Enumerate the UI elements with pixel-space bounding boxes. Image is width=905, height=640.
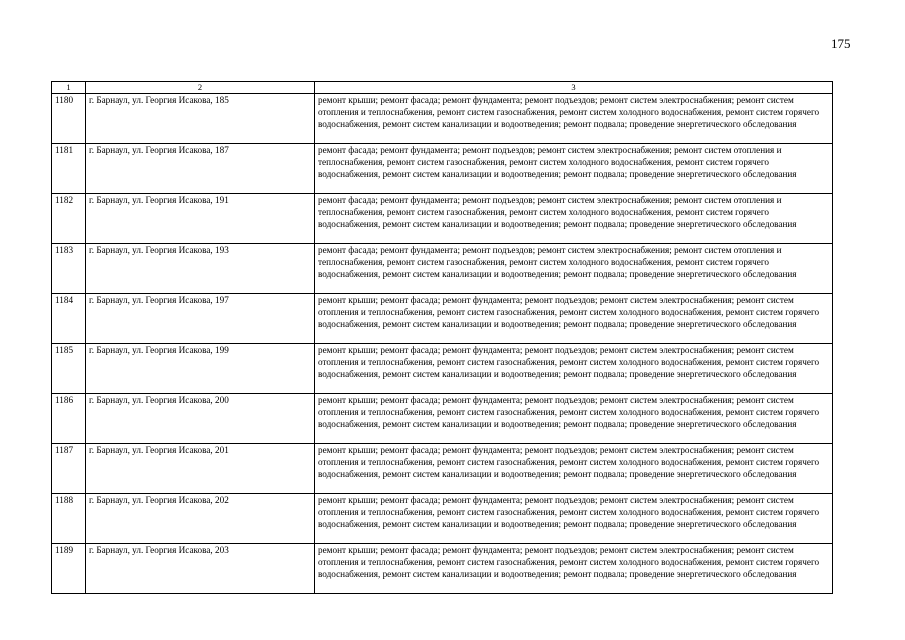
row-address: г. Барнаул, ул. Георгия Исакова, 191	[86, 194, 315, 244]
row-number: 1187	[52, 444, 86, 494]
row-number: 1186	[52, 394, 86, 444]
table-row	[52, 194, 833, 244]
header-col-1: 1	[52, 82, 86, 94]
row-address: г. Барнаул, ул. Георгия Исакова, 202	[86, 494, 315, 544]
row-number: 1184	[52, 294, 86, 344]
row-number: 1181	[52, 144, 86, 194]
row-works: ремонт крыши; ремонт фасада; ремонт фундамента; ремонт подъездов; ремонт систем электроснабжения; ремонт систем отопления и теплоснабжения, ремонт систем газоснабжения, ремонт систем холодного водоснабжения, ремонт систем горячего водоснабжения, ремонт систем канализации и водоотведения; ремонт подвала; проведение энергетического обследования	[315, 344, 833, 394]
header-col-3: 3	[315, 82, 833, 94]
table-row	[52, 144, 833, 194]
row-works: ремонт крыши; ремонт фасада; ремонт фундамента; ремонт подъездов; ремонт систем электроснабжения; ремонт систем отопления и теплоснабжения, ремонт систем газоснабжения, ремонт систем холодного водоснабжения, ремонт систем горячего водоснабжения, ремонт систем канализации и водоотведения; ремонт подвала; проведение энергетического обследования	[315, 294, 833, 344]
row-address: г. Барнаул, ул. Георгия Исакова, 199	[86, 344, 315, 394]
page-number: 175	[831, 36, 851, 51]
table-row	[52, 444, 833, 494]
row-address: г. Барнаул, ул. Георгия Исакова, 187	[86, 144, 315, 194]
header-row	[52, 82, 833, 94]
table-row	[52, 294, 833, 344]
table-row	[52, 544, 833, 594]
table-row	[52, 394, 833, 444]
row-works: ремонт крыши; ремонт фасада; ремонт фундамента; ремонт подъездов; ремонт систем электроснабжения; ремонт систем отопления и теплоснабжения, ремонт систем газоснабжения, ремонт систем холодного водоснабжения, ремонт систем горячего водоснабжения, ремонт систем канализации и водоотведения; ремонт подвала; проведение энергетического обследования	[315, 494, 833, 544]
row-works: ремонт крыши; ремонт фасада; ремонт фундамента; ремонт подъездов; ремонт систем электроснабжения; ремонт систем отопления и теплоснабжения, ремонт систем газоснабжения, ремонт систем холодного водоснабжения, ремонт систем горячего водоснабжения, ремонт систем канализации и водоотведения; ремонт подвала; проведение энергетического обследования	[315, 394, 833, 444]
row-works: ремонт фасада; ремонт фундамента; ремонт подъездов; ремонт систем электроснабжения; ремонт систем отопления и теплоснабжения, ремонт систем газоснабжения, ремонт систем холодного водоснабжения, ремонт систем горячего водоснабжения, ремонт систем канализации и водоотведения; ремонт подвала; проведение энергетического обследования	[315, 244, 833, 294]
row-address: г. Барнаул, ул. Георгия Исакова, 201	[86, 444, 315, 494]
row-works: ремонт фасада; ремонт фундамента; ремонт подъездов; ремонт систем электроснабжения; ремонт систем отопления и теплоснабжения, ремонт систем газоснабжения, ремонт систем холодного водоснабжения, ремонт систем горячего водоснабжения, ремонт систем канализации и водоотведения; ремонт подвала; проведение энергетического обследования	[315, 194, 833, 244]
table-row	[52, 94, 833, 144]
row-number: 1188	[52, 494, 86, 544]
row-number: 1185	[52, 344, 86, 394]
row-address: г. Барнаул, ул. Георгия Исакова, 197	[86, 294, 315, 344]
table-row	[52, 494, 833, 544]
table-row	[52, 244, 833, 294]
header-col-2: 2	[86, 82, 315, 94]
row-works: ремонт фасада; ремонт фундамента; ремонт подъездов; ремонт систем электроснабжения; ремонт систем отопления и теплоснабжения, ремонт систем газоснабжения, ремонт систем холодного водоснабжения, ремонт систем горячего водоснабжения, ремонт систем канализации и водоотведения; ремонт подвала; проведение энергетического обследования	[315, 144, 833, 194]
row-works: ремонт крыши; ремонт фасада; ремонт фундамента; ремонт подъездов; ремонт систем электроснабжения; ремонт систем отопления и теплоснабжения, ремонт систем газоснабжения, ремонт систем холодного водоснабжения, ремонт систем горячего водоснабжения, ремонт систем канализации и водоотведения; ремонт подвала; проведение энергетического обследования	[315, 544, 833, 594]
row-address: г. Барнаул, ул. Георгия Исакова, 185	[86, 94, 315, 144]
row-works: ремонт крыши; ремонт фасада; ремонт фундамента; ремонт подъездов; ремонт систем электроснабжения; ремонт систем отопления и теплоснабжения, ремонт систем газоснабжения, ремонт систем холодного водоснабжения, ремонт систем горячего водоснабжения, ремонт систем канализации и водоотведения; ремонт подвала; проведение энергетического обследования	[315, 444, 833, 494]
row-address: г. Барнаул, ул. Георгия Исакова, 193	[86, 244, 315, 294]
row-number: 1182	[52, 194, 86, 244]
row-works: ремонт крыши; ремонт фасада; ремонт фундамента; ремонт подъездов; ремонт систем электроснабжения; ремонт систем отопления и теплоснабжения, ремонт систем газоснабжения, ремонт систем холодного водоснабжения, ремонт систем горячего водоснабжения, ремонт систем канализации и водоотведения; ремонт подвала; проведение энергетического обследования	[315, 94, 833, 144]
row-address: г. Барнаул, ул. Георгия Исакова, 203	[86, 544, 315, 594]
row-number: 1183	[52, 244, 86, 294]
row-number: 1180	[52, 94, 86, 144]
registry-table	[51, 81, 833, 594]
row-number: 1189	[52, 544, 86, 594]
row-address: г. Барнаул, ул. Георгия Исакова, 200	[86, 394, 315, 444]
table-row	[52, 344, 833, 394]
